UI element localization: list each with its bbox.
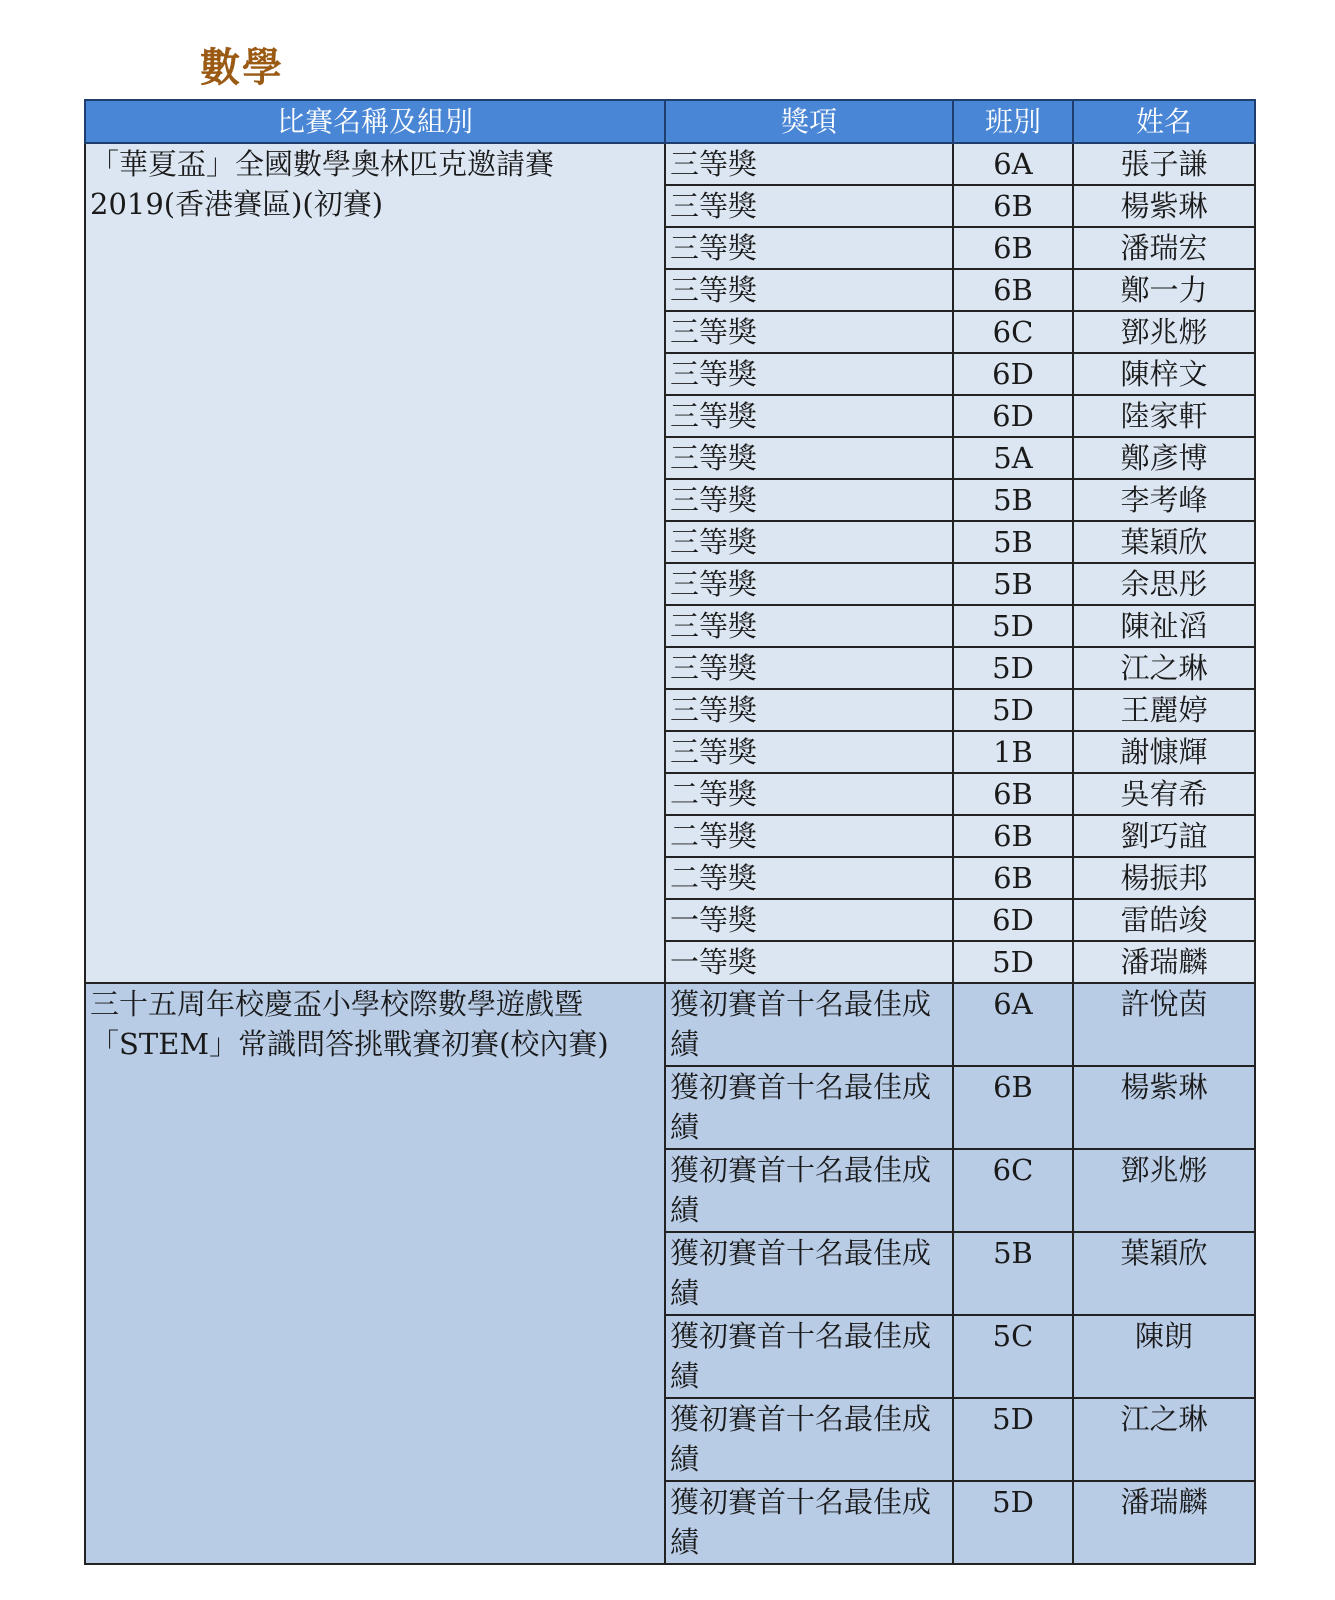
name-cell: 鄭彥博 xyxy=(1073,437,1255,479)
award-cell: 三等獎 xyxy=(665,731,953,773)
award-cell: 獲初賽首十名最佳成績 xyxy=(665,1149,953,1232)
award-cell: 獲初賽首十名最佳成績 xyxy=(665,1398,953,1481)
table-body xyxy=(85,143,1255,1564)
class-cell: 6A xyxy=(953,143,1073,185)
class-cell: 5B xyxy=(953,479,1073,521)
class-cell: 5D xyxy=(953,941,1073,983)
header-name: 姓名 xyxy=(1073,100,1255,143)
award-cell: 獲初賽首十名最佳成績 xyxy=(665,1066,953,1149)
award-cell: 三等獎 xyxy=(665,479,953,521)
class-cell: 5D xyxy=(953,1481,1073,1564)
name-cell: 葉穎欣 xyxy=(1073,521,1255,563)
header-class: 班別 xyxy=(953,100,1073,143)
name-cell: 謝慷輝 xyxy=(1073,731,1255,773)
name-cell: 許悅茵 xyxy=(1073,983,1255,1066)
table-row xyxy=(85,983,1255,1066)
table-row xyxy=(85,143,1255,185)
class-cell: 1B xyxy=(953,731,1073,773)
name-cell: 鄧兆烿 xyxy=(1073,311,1255,353)
class-cell: 6A xyxy=(953,983,1073,1066)
award-cell: 三等獎 xyxy=(665,395,953,437)
competition-cell: 三十五周年校慶盃小學校際數學遊戲暨「STEM」常識問答挑戰賽初賽(校內賽) xyxy=(85,983,665,1564)
class-cell: 6D xyxy=(953,353,1073,395)
class-cell: 5B xyxy=(953,563,1073,605)
award-cell: 三等獎 xyxy=(665,227,953,269)
class-cell: 5A xyxy=(953,437,1073,479)
class-cell: 6B xyxy=(953,1066,1073,1149)
award-cell: 獲初賽首十名最佳成績 xyxy=(665,1315,953,1398)
name-cell: 陳祉滔 xyxy=(1073,605,1255,647)
award-cell: 二等獎 xyxy=(665,815,953,857)
class-cell: 6B xyxy=(953,857,1073,899)
name-cell: 江之琳 xyxy=(1073,647,1255,689)
award-cell: 三等獎 xyxy=(665,269,953,311)
award-cell: 三等獎 xyxy=(665,185,953,227)
name-cell: 潘瑞麟 xyxy=(1073,1481,1255,1564)
table-header xyxy=(85,100,1255,143)
award-cell: 二等獎 xyxy=(665,857,953,899)
award-cell: 三等獎 xyxy=(665,143,953,185)
awards-table xyxy=(84,99,1256,1565)
class-cell: 6D xyxy=(953,395,1073,437)
class-cell: 6D xyxy=(953,899,1073,941)
class-cell: 5B xyxy=(953,521,1073,563)
name-cell: 陸家軒 xyxy=(1073,395,1255,437)
class-cell: 5D xyxy=(953,647,1073,689)
name-cell: 楊紫琳 xyxy=(1073,1066,1255,1149)
award-cell: 三等獎 xyxy=(665,563,953,605)
class-cell: 5D xyxy=(953,689,1073,731)
competition-cell: 「華夏盃」全國數學奧林匹克邀請賽2019(香港賽區)(初賽) xyxy=(85,143,665,983)
name-cell: 吳宥希 xyxy=(1073,773,1255,815)
award-cell: 三等獎 xyxy=(665,689,953,731)
name-cell: 葉穎欣 xyxy=(1073,1232,1255,1315)
award-cell: 三等獎 xyxy=(665,437,953,479)
award-cell: 三等獎 xyxy=(665,353,953,395)
class-cell: 5D xyxy=(953,1398,1073,1481)
name-cell: 楊紫琳 xyxy=(1073,185,1255,227)
name-cell: 李考峰 xyxy=(1073,479,1255,521)
class-cell: 5B xyxy=(953,1232,1073,1315)
class-cell: 6B xyxy=(953,185,1073,227)
class-cell: 5C xyxy=(953,1315,1073,1398)
class-cell: 6B xyxy=(953,227,1073,269)
name-cell: 余思彤 xyxy=(1073,563,1255,605)
award-cell: 三等獎 xyxy=(665,311,953,353)
award-cell: 三等獎 xyxy=(665,605,953,647)
page-title: 數學 xyxy=(200,45,284,91)
award-cell: 獲初賽首十名最佳成績 xyxy=(665,983,953,1066)
award-cell: 一等獎 xyxy=(665,941,953,983)
class-cell: 6B xyxy=(953,815,1073,857)
name-cell: 王麗婷 xyxy=(1073,689,1255,731)
class-cell: 6B xyxy=(953,269,1073,311)
name-cell: 陳梓文 xyxy=(1073,353,1255,395)
award-cell: 三等獎 xyxy=(665,647,953,689)
name-cell: 潘瑞宏 xyxy=(1073,227,1255,269)
award-cell: 二等獎 xyxy=(665,773,953,815)
class-cell: 6C xyxy=(953,311,1073,353)
name-cell: 鄧兆烿 xyxy=(1073,1149,1255,1232)
header-award: 獎項 xyxy=(665,100,953,143)
name-cell: 鄭一力 xyxy=(1073,269,1255,311)
award-cell: 獲初賽首十名最佳成績 xyxy=(665,1232,953,1315)
class-cell: 6C xyxy=(953,1149,1073,1232)
name-cell: 張子謙 xyxy=(1073,143,1255,185)
class-cell: 5D xyxy=(953,605,1073,647)
name-cell: 江之琳 xyxy=(1073,1398,1255,1481)
name-cell: 楊振邦 xyxy=(1073,857,1255,899)
name-cell: 陳朗 xyxy=(1073,1315,1255,1398)
award-cell: 獲初賽首十名最佳成績 xyxy=(665,1481,953,1564)
award-cell: 一等獎 xyxy=(665,899,953,941)
header-competition: 比賽名稱及組別 xyxy=(85,100,665,143)
name-cell: 劉巧誼 xyxy=(1073,815,1255,857)
class-cell: 6B xyxy=(953,773,1073,815)
name-cell: 雷皓竣 xyxy=(1073,899,1255,941)
name-cell: 潘瑞麟 xyxy=(1073,941,1255,983)
award-cell: 三等獎 xyxy=(665,521,953,563)
